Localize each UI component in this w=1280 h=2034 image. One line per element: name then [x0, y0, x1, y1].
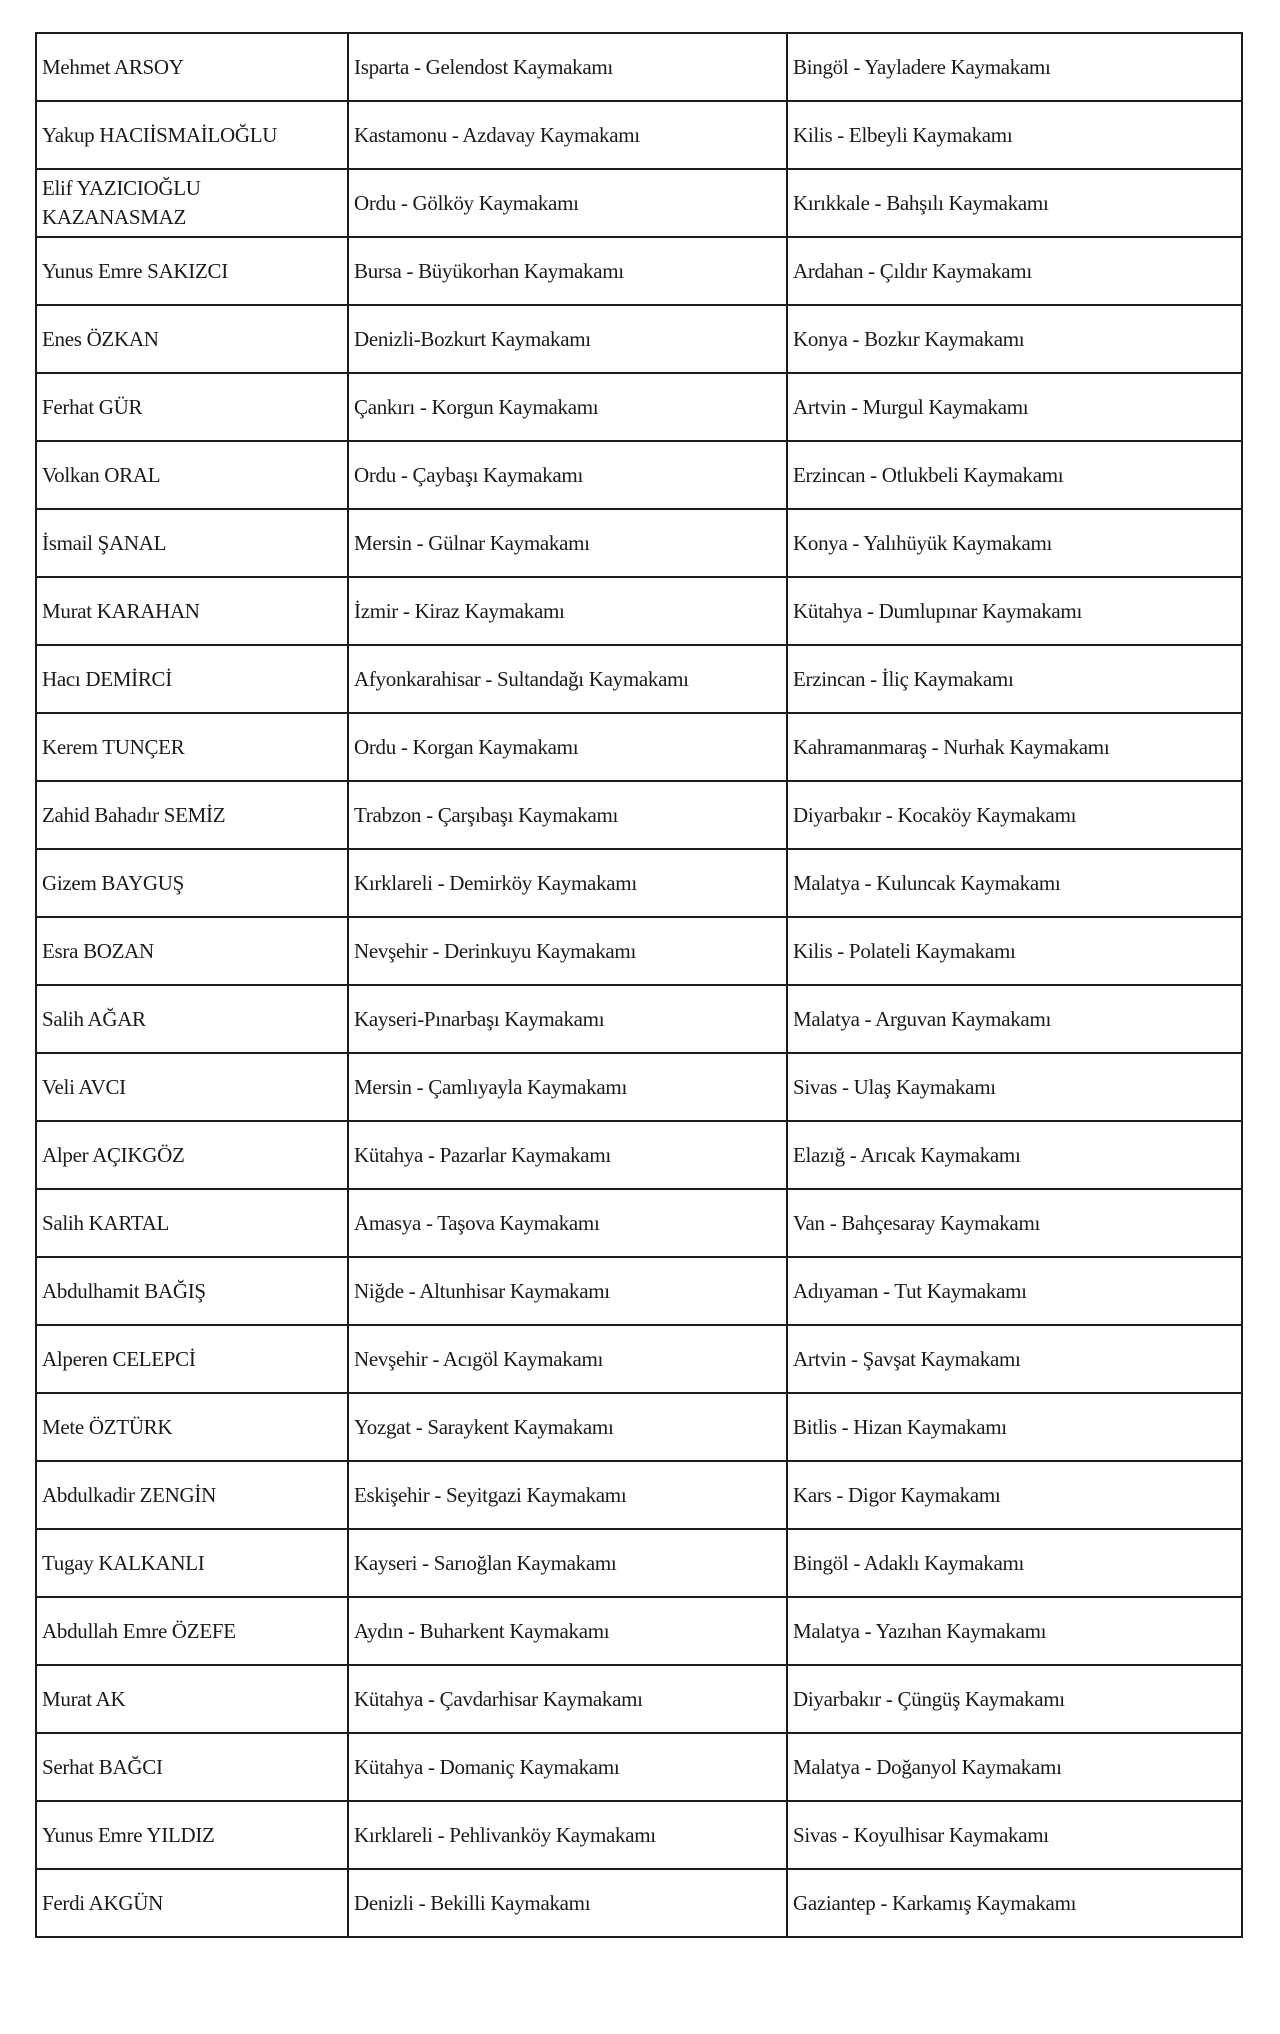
current-post-text: Niğde - Altunhisar Kaymakamı: [354, 1278, 610, 1303]
person-name-cell: [36, 33, 348, 101]
person-name-text: Murat AK: [42, 1686, 126, 1711]
person-name-cell: [36, 1393, 348, 1461]
new-post-text: Adıyaman - Tut Kaymakamı: [793, 1278, 1027, 1303]
current-post-cell: [348, 1733, 787, 1801]
table-row: [36, 1121, 1242, 1189]
person-name-text: Abdulhamit BAĞIŞ: [42, 1278, 206, 1303]
table-row: [36, 1869, 1242, 1937]
person-name-text: Veli AVCI: [42, 1074, 126, 1099]
person-name-text: Gizem BAYGUŞ: [42, 870, 185, 895]
current-post-text: Denizli - Bekilli Kaymakamı: [354, 1890, 591, 1915]
current-post-text: Nevşehir - Acıgöl Kaymakamı: [354, 1346, 604, 1371]
person-name-text: Kerem TUNÇER: [42, 734, 185, 759]
current-post-cell: [348, 305, 787, 373]
current-post-cell: [348, 101, 787, 169]
person-name-cell: [36, 1665, 348, 1733]
person-name-text: Abdullah Emre ÖZEFE: [42, 1618, 236, 1643]
person-name-text: Yakup HACIİSMAİLOĞLU: [42, 122, 278, 147]
person-name-text: Alperen CELEPCİ: [42, 1346, 196, 1371]
table-row: [36, 1801, 1242, 1869]
new-post-cell: [787, 1325, 1242, 1393]
table-row: [36, 101, 1242, 169]
new-post-cell: [787, 577, 1242, 645]
new-post-text: Malatya - Arguvan Kaymakamı: [793, 1006, 1052, 1031]
new-post-cell: [787, 1801, 1242, 1869]
person-name-cell: [36, 713, 348, 781]
current-post-cell: [348, 713, 787, 781]
new-post-text: Diyarbakır - Kocaköy Kaymakamı: [793, 802, 1077, 827]
new-post-text: Konya - Bozkır Kaymakamı: [793, 326, 1025, 351]
person-name-text: Zahid Bahadır SEMİZ: [42, 802, 226, 827]
person-name-cell: [36, 917, 348, 985]
table-row: [36, 1257, 1242, 1325]
person-name-text: Enes ÖZKAN: [42, 326, 159, 351]
current-post-cell: [348, 1801, 787, 1869]
new-post-text: Artvin - Şavşat Kaymakamı: [793, 1346, 1021, 1371]
current-post-text: Kırklareli - Demirköy Kaymakamı: [354, 870, 637, 895]
table-row: [36, 645, 1242, 713]
new-post-cell: [787, 1189, 1242, 1257]
document-page: [35, 32, 1241, 1938]
person-name-cell: [36, 1257, 348, 1325]
person-name-text: Ferhat GÜR: [42, 394, 143, 419]
current-post-text: Çankırı - Korgun Kaymakamı: [354, 394, 599, 419]
table-row: [36, 713, 1242, 781]
table-row: [36, 237, 1242, 305]
table-row: [36, 509, 1242, 577]
new-post-cell: [787, 509, 1242, 577]
current-post-cell: [348, 441, 787, 509]
person-name-text: Mete ÖZTÜRK: [42, 1414, 173, 1439]
new-post-cell: [787, 169, 1242, 237]
new-post-text: Malatya - Doğanyol Kaymakamı: [793, 1754, 1062, 1779]
person-name-text: Serhat BAĞCI: [42, 1754, 163, 1779]
new-post-text: Kahramanmaraş - Nurhak Kaymakamı: [793, 734, 1110, 759]
person-name-text: Salih KARTAL: [42, 1210, 170, 1235]
current-post-cell: [348, 1665, 787, 1733]
person-name-cell: [36, 645, 348, 713]
new-post-cell: [787, 1393, 1242, 1461]
new-post-text: Malatya - Kuluncak Kaymakamı: [793, 870, 1061, 895]
table-row: [36, 1665, 1242, 1733]
person-name-cell: [36, 373, 348, 441]
current-post-text: Kırklareli - Pehlivanköy Kaymakamı: [354, 1822, 656, 1847]
new-post-cell: [787, 1121, 1242, 1189]
table-row: [36, 917, 1242, 985]
new-post-text: Elazığ - Arıcak Kaymakamı: [793, 1142, 1021, 1167]
person-name-cell: [36, 237, 348, 305]
person-name-text: Alper AÇIKGÖZ: [42, 1142, 185, 1167]
current-post-text: Nevşehir - Derinkuyu Kaymakamı: [354, 938, 636, 963]
current-post-cell: [348, 33, 787, 101]
current-post-cell: [348, 781, 787, 849]
person-name-cell: [36, 305, 348, 373]
table-row: [36, 1053, 1242, 1121]
person-name-text: Murat KARAHAN: [42, 598, 200, 623]
person-name-cell: [36, 169, 348, 237]
table-row: [36, 1189, 1242, 1257]
table-body: [36, 33, 1242, 1937]
appointments-table: [35, 32, 1243, 1938]
table-row: [36, 305, 1242, 373]
new-post-text: Kars - Digor Kaymakamı: [793, 1482, 1001, 1507]
new-post-text: Kütahya - Dumlupınar Kaymakamı: [793, 598, 1082, 623]
current-post-text: Kastamonu - Azdavay Kaymakamı: [354, 122, 640, 147]
person-name-text: Tugay KALKANLI: [42, 1550, 205, 1575]
new-post-cell: [787, 1733, 1242, 1801]
new-post-text: Artvin - Murgul Kaymakamı: [793, 394, 1029, 419]
person-name-cell: [36, 1597, 348, 1665]
current-post-text: Ordu - Çaybaşı Kaymakamı: [354, 462, 583, 487]
table-row: [36, 1529, 1242, 1597]
person-name-text: Elif YAZICIOĞLU KAZANASMAZ: [42, 176, 201, 229]
new-post-cell: [787, 33, 1242, 101]
person-name-cell: [36, 1325, 348, 1393]
person-name-text: Salih AĞAR: [42, 1006, 146, 1031]
person-name-cell: [36, 1189, 348, 1257]
current-post-cell: [348, 373, 787, 441]
new-post-cell: [787, 373, 1242, 441]
table-row: [36, 441, 1242, 509]
new-post-cell: [787, 305, 1242, 373]
new-post-cell: [787, 1597, 1242, 1665]
person-name-cell: [36, 101, 348, 169]
current-post-text: Ordu - Korgan Kaymakamı: [354, 734, 579, 759]
current-post-text: Kayseri-Pınarbaşı Kaymakamı: [354, 1006, 605, 1031]
new-post-cell: [787, 1529, 1242, 1597]
person-name-text: Hacı DEMİRCİ: [42, 666, 172, 691]
current-post-text: Mersin - Gülnar Kaymakamı: [354, 530, 590, 555]
new-post-cell: [787, 917, 1242, 985]
new-post-text: Sivas - Ulaş Kaymakamı: [793, 1074, 996, 1099]
current-post-cell: [348, 1529, 787, 1597]
person-name-cell: [36, 1529, 348, 1597]
current-post-text: Kütahya - Çavdarhisar Kaymakamı: [354, 1686, 643, 1711]
new-post-text: Diyarbakır - Çüngüş Kaymakamı: [793, 1686, 1065, 1711]
current-post-cell: [348, 237, 787, 305]
current-post-cell: [348, 509, 787, 577]
current-post-cell: [348, 1325, 787, 1393]
current-post-text: Kütahya - Domaniç Kaymakamı: [354, 1754, 620, 1779]
table-row: [36, 781, 1242, 849]
current-post-cell: [348, 1189, 787, 1257]
current-post-text: Denizli-Bozkurt Kaymakamı: [354, 326, 591, 351]
new-post-text: Van - Bahçesaray Kaymakamı: [793, 1210, 1041, 1235]
new-post-cell: [787, 1257, 1242, 1325]
table-row: [36, 1325, 1242, 1393]
person-name-cell: [36, 577, 348, 645]
current-post-cell: [348, 1869, 787, 1937]
new-post-text: Bingöl - Yayladere Kaymakamı: [793, 54, 1051, 79]
person-name-text: Yunus Emre YILDIZ: [42, 1822, 215, 1847]
new-post-text: Erzincan - Otlukbeli Kaymakamı: [793, 462, 1064, 487]
person-name-text: Volkan ORAL: [42, 462, 161, 487]
new-post-cell: [787, 1869, 1242, 1937]
current-post-cell: [348, 849, 787, 917]
current-post-text: Aydın - Buharkent Kaymakamı: [354, 1618, 610, 1643]
person-name-text: Ferdi AKGÜN: [42, 1890, 163, 1915]
new-post-text: Kilis - Polateli Kaymakamı: [793, 938, 1016, 963]
person-name-cell: [36, 849, 348, 917]
new-post-text: Sivas - Koyulhisar Kaymakamı: [793, 1822, 1049, 1847]
table-row: [36, 33, 1242, 101]
person-name-cell: [36, 1121, 348, 1189]
new-post-text: Malatya - Yazıhan Kaymakamı: [793, 1618, 1047, 1643]
current-post-text: Amasya - Taşova Kaymakamı: [354, 1210, 600, 1235]
new-post-cell: [787, 849, 1242, 917]
current-post-cell: [348, 169, 787, 237]
person-name-text: Abdulkadir ZENGİN: [42, 1482, 216, 1507]
table-row: [36, 1461, 1242, 1529]
current-post-text: Kayseri - Sarıoğlan Kaymakamı: [354, 1550, 617, 1575]
current-post-text: Kütahya - Pazarlar Kaymakamı: [354, 1142, 611, 1167]
new-post-text: Bingöl - Adaklı Kaymakamı: [793, 1550, 1025, 1575]
current-post-cell: [348, 1597, 787, 1665]
new-post-cell: [787, 645, 1242, 713]
new-post-cell: [787, 985, 1242, 1053]
current-post-cell: [348, 1053, 787, 1121]
new-post-cell: [787, 1461, 1242, 1529]
new-post-text: Gaziantep - Karkamış Kaymakamı: [793, 1890, 1077, 1915]
current-post-cell: [348, 917, 787, 985]
table-row: [36, 1733, 1242, 1801]
new-post-text: Bitlis - Hizan Kaymakamı: [793, 1414, 1007, 1439]
person-name-cell: [36, 1461, 348, 1529]
new-post-text: Kırıkkale - Bahşılı Kaymakamı: [793, 190, 1049, 215]
table-row: [36, 849, 1242, 917]
current-post-cell: [348, 577, 787, 645]
table-row: [36, 577, 1242, 645]
current-post-text: Afyonkarahisar - Sultandağı Kaymakamı: [354, 666, 689, 691]
person-name-text: İsmail ŞANAL: [42, 530, 167, 555]
current-post-cell: [348, 645, 787, 713]
person-name-text: Mehmet ARSOY: [42, 54, 184, 79]
current-post-cell: [348, 985, 787, 1053]
new-post-cell: [787, 441, 1242, 509]
person-name-cell: [36, 1801, 348, 1869]
table-row: [36, 373, 1242, 441]
person-name-text: Esra BOZAN: [42, 938, 154, 963]
new-post-text: Konya - Yalıhüyük Kaymakamı: [793, 530, 1053, 555]
current-post-text: Mersin - Çamlıyayla Kaymakamı: [354, 1074, 627, 1099]
current-post-text: Yozgat - Saraykent Kaymakamı: [354, 1414, 614, 1439]
current-post-cell: [348, 1461, 787, 1529]
person-name-text: Yunus Emre SAKIZCI: [42, 258, 228, 283]
table-row: [36, 1393, 1242, 1461]
new-post-cell: [787, 1053, 1242, 1121]
person-name-cell: [36, 509, 348, 577]
current-post-text: İzmir - Kiraz Kaymakamı: [354, 598, 565, 623]
person-name-cell: [36, 441, 348, 509]
table-row: [36, 985, 1242, 1053]
person-name-cell: [36, 781, 348, 849]
person-name-cell: [36, 1869, 348, 1937]
table-row: [36, 1597, 1242, 1665]
new-post-cell: [787, 1665, 1242, 1733]
current-post-cell: [348, 1121, 787, 1189]
current-post-text: Bursa - Büyükorhan Kaymakamı: [354, 258, 624, 283]
new-post-text: Erzincan - İliç Kaymakamı: [793, 666, 1014, 691]
current-post-text: Isparta - Gelendost Kaymakamı: [354, 54, 613, 79]
new-post-cell: [787, 101, 1242, 169]
new-post-cell: [787, 237, 1242, 305]
person-name-cell: [36, 1053, 348, 1121]
table-row: [36, 169, 1242, 237]
new-post-cell: [787, 713, 1242, 781]
current-post-text: Eskişehir - Seyitgazi Kaymakamı: [354, 1482, 627, 1507]
new-post-text: Kilis - Elbeyli Kaymakamı: [793, 122, 1013, 147]
current-post-text: Ordu - Gölköy Kaymakamı: [354, 190, 579, 215]
person-name-cell: [36, 1733, 348, 1801]
current-post-text: Trabzon - Çarşıbaşı Kaymakamı: [354, 802, 619, 827]
current-post-cell: [348, 1257, 787, 1325]
current-post-cell: [348, 1393, 787, 1461]
new-post-text: Ardahan - Çıldır Kaymakamı: [793, 258, 1032, 283]
person-name-cell: [36, 985, 348, 1053]
new-post-cell: [787, 781, 1242, 849]
